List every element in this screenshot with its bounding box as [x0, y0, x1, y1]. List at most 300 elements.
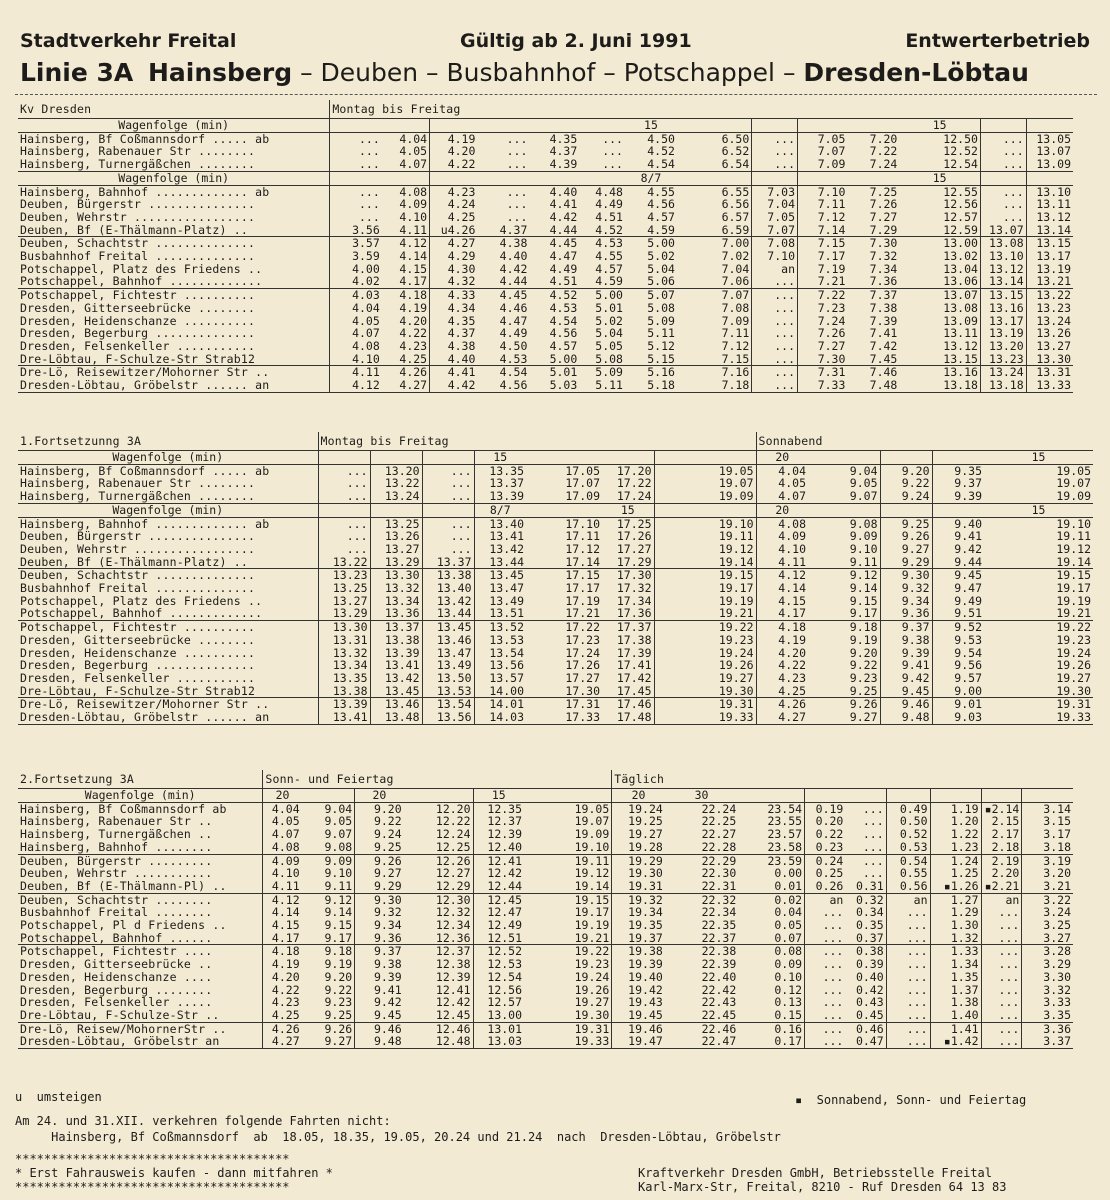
departure-time: ...	[886, 1035, 930, 1048]
departure-time: 4.41	[549, 197, 578, 212]
departure-time: 4.25	[382, 353, 430, 366]
interval-cell: 20	[756, 503, 808, 517]
departure-time: 4.27	[382, 379, 430, 392]
departure-time: 9.26	[849, 697, 878, 712]
departure-time: 4.56	[477, 379, 529, 392]
departure-time: ...	[330, 211, 382, 224]
departure-time: 13.47	[422, 647, 474, 660]
departure-time: 17.46	[616, 697, 652, 712]
day-label	[981, 770, 1022, 789]
departure-time: 4.08	[330, 340, 382, 353]
departure-time: 13.29	[318, 607, 370, 620]
departure-time: 7.15	[798, 237, 848, 250]
departure-time: 1.20	[930, 815, 981, 828]
departure-time: 7.30	[869, 236, 898, 251]
departure-time: 12.56	[473, 984, 524, 997]
departure-time: 3.18	[1022, 841, 1073, 854]
departure-time: 13.18	[980, 379, 1026, 392]
departure-time: 4.27	[430, 237, 478, 250]
departure-time: 4.10	[263, 867, 302, 880]
departure-time: ...	[752, 275, 798, 288]
day-label	[477, 100, 529, 119]
day-label	[602, 432, 654, 451]
departure-time: 9.37	[355, 945, 404, 958]
departure-time: 19.15	[574, 892, 610, 907]
departure-time: 13.26	[370, 530, 422, 543]
departure-time: 13.32	[370, 582, 422, 595]
departure-time: ...	[980, 198, 1026, 211]
interval-cell	[886, 789, 930, 803]
departure-time: 5.07	[647, 288, 675, 303]
departure-time: 0.32	[855, 892, 884, 907]
departure-time: 9.36	[880, 607, 932, 620]
slogan-stars-bottom: **************************************	[15, 1180, 290, 1194]
departure-time: 17.20	[616, 463, 652, 478]
departure-time: 19.24	[654, 647, 756, 660]
departure-time: 9.32	[355, 906, 404, 919]
departure-time: 19.31	[574, 1021, 610, 1036]
departure-time: 12.47	[473, 906, 524, 919]
interval-cell	[526, 503, 602, 517]
interval-cell	[318, 451, 370, 465]
departure-time: 22.30	[701, 866, 737, 881]
departure-time: 9.07	[324, 827, 353, 842]
departure-time: 12.42	[435, 995, 471, 1010]
departure-time: 4.37	[477, 224, 529, 237]
departure-time: 3.29	[1022, 958, 1073, 971]
stop-name: Deuben, Schachtstr ..............	[20, 236, 256, 251]
departure-time: ...	[752, 289, 798, 302]
departure-time: 19.09	[654, 490, 756, 503]
departure-time: 0.02	[774, 892, 803, 907]
departure-time: 19.21	[654, 607, 756, 620]
departure-time: 13.15	[1026, 237, 1073, 250]
departure-time: 4.35	[549, 131, 578, 146]
departure-time: 0.46	[855, 1021, 884, 1036]
departure-time: 13.53	[422, 685, 474, 698]
departure-time: 4.23	[756, 672, 808, 685]
table-row	[18, 340, 1073, 353]
departure-time: 4.49	[499, 326, 528, 341]
day-label: Montag bis Freitag	[330, 100, 382, 119]
departure-time: 9.25	[355, 841, 404, 854]
timetable-section-1	[18, 100, 1073, 393]
departure-time: ...	[981, 984, 1022, 997]
interval-cell: 15	[474, 451, 526, 465]
departure-time: 7.08	[721, 300, 750, 315]
departure-time: 4.00	[330, 263, 382, 276]
departure-time: 9.10	[849, 541, 878, 556]
departure-time: ...	[752, 132, 798, 145]
departure-time: ▪1.42	[930, 1035, 981, 1048]
departure-time: 7.07	[798, 145, 848, 158]
departure-time: 22.39	[701, 957, 737, 972]
departure-time: ...	[886, 958, 930, 971]
stop-name: Dresden-Löbtau, Gröbelstr ...... an	[18, 711, 318, 724]
departure-time: 9.48	[355, 1035, 404, 1048]
departure-time: 13.07	[1026, 145, 1073, 158]
departure-time: 7.02	[721, 249, 750, 264]
departure-time: 7.30	[798, 353, 848, 366]
departure-time: 17.26	[565, 658, 600, 673]
day-label	[752, 100, 798, 119]
departure-time: 1.22	[930, 828, 981, 841]
departure-time: 9.52	[932, 621, 984, 634]
valid-from-label: Gültig ab 2. Juni 1991	[460, 30, 692, 52]
departure-time: 0.09	[774, 957, 803, 972]
departure-time: 5.00	[647, 236, 675, 251]
interval-cell	[422, 451, 474, 465]
table-row	[18, 841, 1073, 854]
wagenfolge-label: Wagenfolge (min)	[18, 503, 318, 517]
departure-time: 4.08	[756, 517, 808, 530]
table-row	[18, 158, 1073, 171]
table-row	[18, 353, 1073, 366]
departure-time: ...	[980, 211, 1026, 224]
departure-time: 4.25	[430, 211, 478, 224]
departure-time: 12.26	[435, 853, 471, 868]
departure-time: ...	[981, 1022, 1022, 1035]
departure-time: 17.10	[565, 516, 600, 531]
departure-time: 13.32	[318, 647, 370, 660]
departure-time: 4.56	[549, 326, 578, 341]
table-row	[18, 634, 1093, 647]
departure-time: 7.07	[721, 288, 750, 303]
departure-time: 13.46	[370, 698, 422, 711]
departure-time: 6.50	[721, 131, 750, 146]
departure-time: 7.10	[798, 185, 848, 198]
day-label	[654, 432, 756, 451]
departure-time: ...	[752, 327, 798, 340]
departure-time: ...	[886, 906, 930, 919]
departure-time: 4.42	[549, 209, 578, 224]
departure-time: 4.38	[499, 236, 528, 251]
departure-time: 4.24	[430, 198, 478, 211]
stop-name: Deuben, Bürgerstr ...............	[20, 529, 256, 544]
departure-time: 9.36	[355, 932, 404, 945]
stop-name: Hainsberg, Rabenauer Str ..	[20, 814, 213, 829]
departure-time: 4.54	[499, 365, 528, 380]
departure-time: 9.54	[932, 647, 984, 660]
departure-time: 5.01	[595, 300, 623, 315]
departure-time: 19.34	[612, 906, 665, 919]
departure-time: 4.40	[430, 353, 478, 366]
day-label	[404, 770, 473, 789]
departure-time: 4.44	[529, 224, 579, 237]
departure-time: 9.22	[324, 982, 353, 997]
departure-time: 9.19	[849, 632, 878, 647]
departure-time: 0.40	[855, 969, 884, 984]
interval-cell	[738, 789, 804, 803]
departure-time: 5.08	[579, 353, 625, 366]
departure-time: 7.32	[869, 249, 898, 264]
departure-time: 4.32	[430, 275, 478, 288]
departure-time: ...	[981, 1035, 1022, 1048]
interval-cell: 15	[899, 171, 980, 185]
table-row	[18, 971, 1073, 984]
day-label: Montag bis Freitag	[318, 432, 370, 451]
stop-name: Potschappel, Fichtestr ..........	[20, 620, 256, 635]
table-row	[18, 919, 1073, 932]
departure-time: 9.10	[324, 866, 353, 881]
departure-time: 1.33	[930, 945, 981, 958]
departure-time: 9.30	[880, 569, 932, 582]
departure-time: 7.38	[869, 300, 898, 315]
day-label	[798, 100, 848, 119]
departure-time: 7.33	[798, 379, 848, 392]
departure-time: 13.05	[1026, 132, 1073, 145]
departure-time: 19.05	[574, 801, 610, 816]
departure-time: 4.39	[529, 158, 579, 171]
departure-time: 19.33	[524, 1035, 612, 1048]
departure-time: 12.49	[473, 919, 524, 932]
interval-cell	[524, 789, 612, 803]
departure-time: 19.30	[654, 685, 756, 698]
interval-cell	[880, 451, 932, 465]
day-label	[845, 770, 886, 789]
departure-time: 12.52	[943, 144, 978, 159]
departure-time: 0.10	[774, 969, 803, 984]
departure-time: 9.37	[932, 477, 984, 490]
departure-time: 19.07	[1056, 476, 1091, 491]
departure-time: 19.05	[1056, 463, 1091, 478]
departure-time: 13.27	[318, 595, 370, 608]
departure-time: an	[752, 263, 798, 276]
departure-time: 1.23	[930, 841, 981, 854]
line-title	[20, 58, 1090, 90]
departure-time: 12.34	[435, 918, 471, 933]
departure-time: 13.02	[943, 249, 978, 264]
departure-time: 0.04	[774, 905, 803, 920]
departure-time: 12.46	[435, 1021, 471, 1036]
departure-time: 13.24	[370, 490, 422, 503]
departure-time: 9.41	[932, 530, 984, 543]
departure-time: 13.31	[1026, 366, 1073, 379]
departure-time: 4.38	[430, 340, 478, 353]
departure-time: 4.53	[477, 353, 529, 366]
departure-time: 4.02	[330, 275, 382, 288]
departure-time: 17.41	[616, 658, 652, 673]
day-label	[984, 432, 1093, 451]
departure-time: 17.24	[565, 645, 600, 660]
departure-time: 9.26	[880, 530, 932, 543]
departure-time: 3.24	[1022, 906, 1073, 919]
interval-cell	[798, 171, 848, 185]
interval-cell	[752, 119, 798, 133]
header-rule	[15, 94, 1097, 95]
stop-name: Potschappel, Fichtestr ..........	[20, 288, 256, 303]
departure-time: 4.19	[756, 634, 808, 647]
departure-time: 17.24	[602, 490, 654, 503]
departure-time: ...	[330, 145, 382, 158]
departure-time: 7.11	[721, 326, 750, 341]
departure-time: ...	[422, 490, 474, 503]
departure-time: 9.17	[302, 932, 355, 945]
departure-time: ...	[422, 530, 474, 543]
departure-time: ...	[752, 340, 798, 353]
departure-time: ...	[602, 131, 623, 146]
departure-time: 13.07	[980, 224, 1026, 237]
departure-time: 3.17	[1022, 828, 1073, 841]
departure-time: 1.29	[930, 906, 981, 919]
departure-time: 5.12	[647, 338, 675, 353]
departure-time: 4.51	[595, 209, 623, 224]
departure-time: 3.33	[1022, 996, 1073, 1009]
departure-time: 4.54	[625, 158, 677, 171]
departure-time: 9.14	[849, 581, 878, 596]
departure-time: an	[886, 893, 930, 906]
departure-time: 4.05	[330, 315, 382, 328]
departure-time: 19.07	[574, 814, 610, 829]
stop-name: Hainsberg, Bahnhof ............. ab	[20, 184, 270, 199]
departure-time: 13.22	[1026, 289, 1073, 302]
departure-time: 13.29	[370, 556, 422, 569]
departure-time: 12.24	[435, 827, 471, 842]
departure-time: 12.22	[435, 814, 471, 829]
header-top	[20, 30, 1090, 56]
departure-time: 13.34	[370, 595, 422, 608]
departure-time: 9.05	[849, 476, 878, 491]
departure-time: 5.02	[647, 249, 675, 264]
departure-time: 3.15	[1022, 815, 1073, 828]
departure-time: 12.48	[404, 1035, 473, 1048]
stop-name: Deuben, Schachtstr ..............	[20, 568, 256, 583]
interval-cell	[602, 451, 654, 465]
departure-time: 0.49	[886, 802, 930, 815]
departure-time: ...	[422, 543, 474, 556]
stop-name: Dresden, Gitterseebrücke ........	[20, 632, 256, 647]
departure-time: 0.53	[886, 841, 930, 854]
wagenfolge-row	[18, 789, 1073, 803]
departure-time: ...	[330, 132, 382, 145]
stop-name: Deuben, Wehrstr ...........	[20, 866, 213, 881]
departure-time: 7.46	[869, 365, 898, 380]
departure-time: 7.25	[869, 184, 898, 199]
departure-time: 13.30	[318, 621, 370, 634]
stop-name: Dresden, Gitterseebrücke ..	[20, 957, 213, 972]
departure-time: 13.49	[474, 595, 526, 608]
table-row	[18, 543, 1093, 556]
departure-time: 9.08	[849, 516, 878, 531]
departure-time: 9.38	[880, 634, 932, 647]
departure-time: 4.51	[529, 275, 579, 288]
departure-time: 9.24	[880, 490, 932, 503]
departure-time: 0.25	[805, 867, 846, 880]
slogan: * Erst Fahrausweis kaufen - dann mitfahren *	[15, 1166, 333, 1180]
departure-time: 13.23	[318, 569, 370, 582]
departure-time: 13.24	[1026, 315, 1073, 328]
departure-time: 4.33	[430, 289, 478, 302]
departure-time: 9.12	[849, 568, 878, 583]
departure-time: 13.11	[1026, 198, 1073, 211]
departure-time: 4.57	[595, 261, 623, 276]
route-title	[148, 58, 1029, 87]
departure-time: ...	[506, 184, 528, 199]
table-row	[18, 880, 1073, 893]
departure-time: 12.36	[404, 932, 473, 945]
departure-time: 0.56	[886, 880, 930, 893]
stop-name: Dre-Löbtau, F-Schulze-Str Strab12	[18, 353, 330, 366]
departure-time: 13.19	[1026, 263, 1073, 276]
departure-time: 19.46	[612, 1022, 665, 1035]
departure-time: 12.55	[943, 184, 978, 199]
departure-time: 4.15	[756, 595, 808, 608]
departure-time: 19.27	[574, 995, 610, 1010]
stop-name: Hainsberg, Bf Coßmannsdorf ..... ab	[20, 131, 270, 146]
departure-time: 17.09	[526, 490, 602, 503]
departure-time: 19.24	[1056, 645, 1091, 660]
departure-time: ...	[805, 1009, 846, 1022]
departure-time: 19.40	[612, 971, 665, 984]
departure-time: 4.34	[430, 302, 478, 315]
departure-time: 17.11	[565, 529, 600, 544]
departure-time: 1.30	[930, 919, 981, 932]
departure-time: 13.00	[473, 1009, 524, 1022]
departure-time: 13.15	[899, 353, 980, 366]
departure-time: 4.41	[430, 366, 478, 379]
table-row	[18, 828, 1073, 841]
departure-time: 17.26	[616, 529, 652, 544]
departure-time: 4.07	[382, 158, 430, 171]
departure-time: 12.51	[473, 932, 524, 945]
departure-time: 4.08	[263, 841, 302, 854]
departure-time: 13.21	[1026, 275, 1073, 288]
departure-time: 9.11	[808, 556, 880, 569]
departure-time: 13.20	[980, 340, 1026, 353]
departure-time: 17.23	[565, 632, 600, 647]
departure-time: 13.09	[1026, 158, 1073, 171]
departure-time: 4.10	[399, 209, 428, 224]
departure-time: 5.11	[579, 379, 625, 392]
departure-time: ...	[862, 853, 884, 868]
departure-time: 7.26	[798, 327, 848, 340]
departure-time: 4.10	[330, 353, 382, 366]
departure-time: 12.59	[899, 224, 980, 237]
departure-time: 4.47	[499, 313, 528, 328]
section-title: 2.Fortsetzung 3A	[18, 770, 263, 789]
departure-time: 22.24	[701, 801, 737, 816]
departure-time: 4.50	[499, 338, 528, 353]
departure-time: 9.09	[324, 853, 353, 868]
departure-time: ...	[752, 379, 798, 392]
departure-time: 13.44	[422, 607, 474, 620]
departure-time: 13.17	[1026, 250, 1073, 263]
departure-time: 7.08	[752, 237, 798, 250]
departure-time: ▪2.21	[981, 880, 1022, 893]
departure-time: 13.08	[943, 300, 978, 315]
stop-name: Hainsberg, Turnergäßchen ........	[18, 490, 318, 503]
departure-time: 9.20	[355, 802, 404, 815]
stop-name: Dresden, Begerburg ..............	[20, 326, 256, 341]
table-row	[18, 275, 1073, 288]
departure-time: 13.12	[980, 263, 1026, 276]
day-label	[1022, 770, 1073, 789]
departure-time: 13.47	[474, 582, 526, 595]
departure-time: 0.52	[886, 828, 930, 841]
departure-time: 4.26	[263, 1022, 302, 1035]
departure-time: 4.27	[756, 711, 808, 724]
day-label: Täglich	[612, 770, 665, 789]
day-label	[474, 432, 526, 451]
departure-time: 9.26	[355, 854, 404, 867]
departure-time: 12.54	[473, 971, 524, 984]
departure-time: 19.14	[654, 556, 756, 569]
departure-time: 4.56	[647, 197, 675, 212]
departure-time: 9.25	[880, 517, 932, 530]
departure-time: 0.42	[855, 982, 884, 997]
departure-time: 7.31	[798, 366, 848, 379]
departure-time: 9.34	[355, 919, 404, 932]
